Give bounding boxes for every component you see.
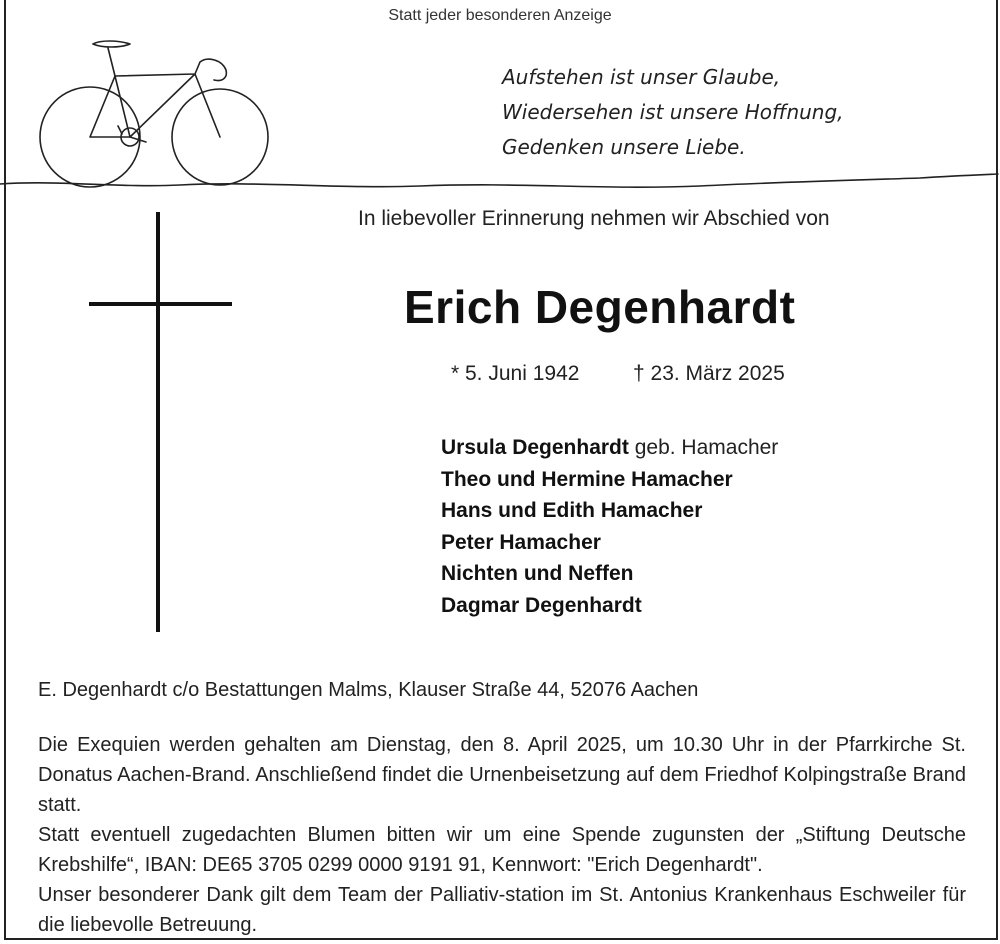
quote-line: Gedenken unsere Liebe. xyxy=(502,135,746,159)
mourner-name: Peter Hamacher xyxy=(441,530,601,554)
mourner-row xyxy=(441,527,778,559)
quote-block xyxy=(502,60,844,165)
header-note: Statt jeder besonderen Anzeige xyxy=(388,7,612,24)
mourner-row xyxy=(441,558,778,590)
mourner-row xyxy=(441,590,778,622)
cross-icon xyxy=(156,212,160,632)
mourner-row xyxy=(441,464,778,496)
handlebar xyxy=(195,59,226,80)
mourner-name: Hans und Edith Hamacher xyxy=(441,499,703,522)
quote-line: Wiedersehen ist unsere Hoffnung, xyxy=(502,100,844,124)
contact-address: E. Degenhardt c/o Bestattungen Malms, Klauser Straße 44, 52076 Aachen xyxy=(38,679,699,701)
deceased-name: Erich Degenhardt xyxy=(404,281,796,333)
mourner-name: Ursula Degenhardt xyxy=(441,436,629,459)
mourner-name: Nichten und Neffen xyxy=(441,562,634,585)
cross-icon-bar xyxy=(89,302,232,306)
death-date: † 23. März 2025 xyxy=(633,362,785,385)
donation-paragraph: Statt eventuell zugedachten Blumen bitten wir um eine Spende zugunsten der „Stiftung Deutsche Krebshilfe“, IBAN: DE65 3705 0299 0000 9191 91, Kennwort: "Erich Degenhardt". xyxy=(38,824,966,876)
mourner-name: Theo und Hermine Hamacher xyxy=(441,467,733,491)
mourner-suffix: geb. Hamacher xyxy=(634,436,779,459)
ground-line xyxy=(0,174,998,187)
saddle xyxy=(93,41,130,47)
mourner-row xyxy=(441,495,778,527)
notice-body xyxy=(38,730,966,940)
seat-post xyxy=(108,48,115,76)
quote-line: Aufstehen ist unser Glaube, xyxy=(502,65,781,89)
intro-text: In liebevoller Erinnerung nehmen wir Abschied von xyxy=(358,207,830,230)
mourners-list xyxy=(441,432,778,621)
mourner-row xyxy=(441,432,778,464)
birth-date: * 5. Juni 1942 xyxy=(451,362,580,385)
mourner-name: Dagmar Degenhardt xyxy=(441,593,642,617)
bicycle-line-drawing xyxy=(0,30,1000,195)
service-paragraph: Die Exequien werden gehalten am Dienstag, den 8. April 2025, um 10.30 Uhr in der Pfarrkirche St. Donatus Aachen-Brand. Anschließend findet die Urnenbeisetzung auf dem Friedhof Kolpingstraße Brand statt. xyxy=(38,734,966,816)
bike-frame xyxy=(90,74,220,137)
thanks-paragraph: Unser besonderer Dank gilt dem Team der Palliativ-station im St. Antonius Krankenhaus Eschweiler für die liebevolle Betreuung. xyxy=(38,884,966,936)
